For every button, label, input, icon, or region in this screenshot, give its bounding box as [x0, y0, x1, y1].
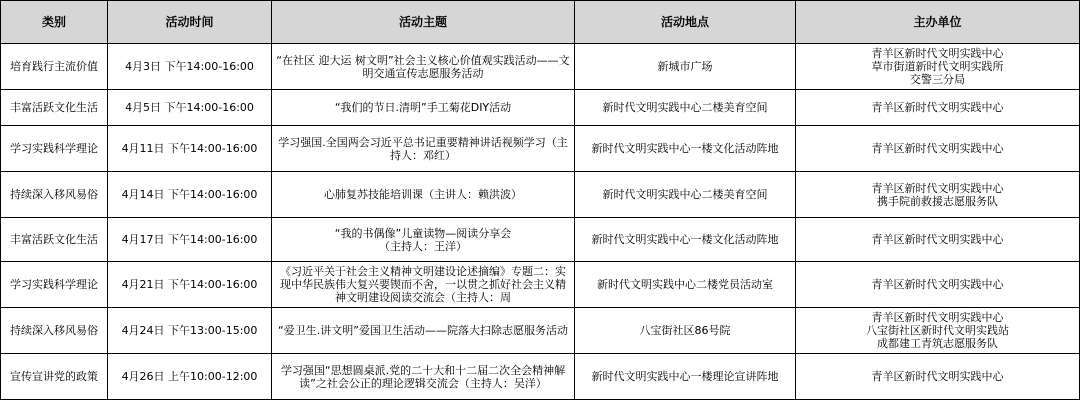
header-theme: 活动主题: [272, 1, 575, 44]
organizer-line: 青羊区新时代文明实践中心: [871, 278, 1004, 291]
organizer-line: 青羊区新时代文明实践中心: [871, 370, 1004, 383]
cell-time: 4月5日 下午14:00-16:00: [108, 90, 272, 126]
header-time: 活动时间: [108, 1, 272, 44]
table-row: [1, 126, 1080, 172]
cell-location: 新时代文明实践中心一楼文化活动阵地: [575, 218, 796, 262]
cell-category: 学习实践科学理论: [1, 126, 108, 172]
cell-time: 4月21日 下午14:00-16:00: [108, 262, 272, 308]
organizer-line: 青羊区新时代文明实践中心: [871, 233, 1004, 246]
cell-organizer: [796, 44, 1080, 90]
organizer-line: 草市街道新时代文明实践所: [871, 60, 1004, 73]
table-row: [1, 90, 1080, 126]
cell-location: 新时代文明实践中心二楼党员活动室: [575, 262, 796, 308]
organizer-line: 青羊区新时代文明实践中心: [871, 101, 1004, 114]
organizer-line: 青羊区新时代文明实践中心: [871, 142, 1004, 155]
cell-location: 新时代文明实践中心一楼理论宣讲阵地: [575, 354, 796, 400]
cell-organizer: [796, 218, 1080, 262]
cell-category: 宣传宣讲党的政策: [1, 354, 108, 400]
header-location: 活动地点: [575, 1, 796, 44]
cell-organizer: [796, 172, 1080, 218]
table-row: [1, 172, 1080, 218]
header-row: [1, 1, 1080, 44]
theme-line: “我的书偶像”儿童读物—阅读分享会: [334, 226, 512, 240]
cell-category: 持续深入移风易俗: [1, 172, 108, 218]
cell-location: 八宝街社区86号院: [575, 308, 796, 354]
cell-category: 持续深入移风易俗: [1, 308, 108, 354]
table-row: [1, 308, 1080, 354]
cell-time: 4月26日 上午10:00-12:00: [108, 354, 272, 400]
cell-category: 丰富活跃文化生活: [1, 90, 108, 126]
cell-organizer: [796, 354, 1080, 400]
organizer-line: 青羊区新时代文明实践中心: [871, 311, 1004, 324]
cell-organizer: [796, 126, 1080, 172]
cell-theme: [272, 218, 575, 262]
header-category: 类别: [1, 1, 108, 44]
cell-theme: 学习强国.全国两会习近平总书记重要精神讲话视频学习（主持人：邓红）: [272, 126, 575, 172]
cell-time: 4月14日 下午14:00-16:00: [108, 172, 272, 218]
cell-category: 培育践行主流价值: [1, 44, 108, 90]
cell-location: 新时代文明实践中心二楼美育空间: [575, 172, 796, 218]
cell-theme: “在社区 迎大运 树文明”社会主义核心价值观实践活动——文明交通宣传志愿服务活动: [272, 44, 575, 90]
organizer-line: 青羊区新时代文明实践中心: [871, 181, 1004, 195]
cell-theme: 《习近平关于社会主义精神文明建设论述摘编》专题二：实现中华民族伟大复兴要锲而不舍，一以贯之抓好社会主义精神文明建设阅读交流会（主持人：周: [272, 262, 575, 308]
cell-category: 丰富活跃文化生活: [1, 218, 108, 262]
organizer-line: 八宝街社区新时代文明实践站: [866, 324, 1009, 337]
table-row: [1, 44, 1080, 90]
organizer-line: 交警三分局: [910, 73, 965, 86]
organizer-line: 携手院前救援志愿服务队: [877, 194, 998, 208]
theme-line: （主持人：王洋）: [379, 239, 467, 253]
cell-organizer: [796, 262, 1080, 308]
table-row: [1, 354, 1080, 400]
cell-time: 4月17日 下午14:00-16:00: [108, 218, 272, 262]
cell-theme: “我们的节日.清明”手工菊花DIY活动: [272, 90, 575, 126]
table-row: [1, 262, 1080, 308]
cell-location: 新城市广场: [575, 44, 796, 90]
cell-theme: 学习强国“思想圆桌派.党的二十大和十二届二次全会精神解读”之社会公正的理论逻辑交流会（主持人：吴洋）: [272, 354, 575, 400]
cell-time: 4月3日 下午14:00-16:00: [108, 44, 272, 90]
cell-time: 4月11日 下午14:00-16:00: [108, 126, 272, 172]
organizer-line: 成都建工青筑志愿服务队: [877, 337, 998, 350]
organizer-line: 青羊区新时代文明实践中心: [871, 47, 1004, 60]
table-row: [1, 218, 1080, 262]
cell-organizer: [796, 308, 1080, 354]
cell-time: 4月24日 下午13:00-15:00: [108, 308, 272, 354]
cell-location: 新时代文明实践中心二楼美育空间: [575, 90, 796, 126]
cell-theme: 心肺复苏技能培训课（主讲人：赖洪波）: [272, 172, 575, 218]
cell-theme: “爱卫生.讲文明”爱国卫生活动——院落大扫除志愿服务活动: [272, 308, 575, 354]
header-organizer: 主办单位: [796, 1, 1080, 44]
cell-organizer: [796, 90, 1080, 126]
cell-category: 学习实践科学理论: [1, 262, 108, 308]
cell-location: 新时代文明实践中心一楼文化活动阵地: [575, 126, 796, 172]
